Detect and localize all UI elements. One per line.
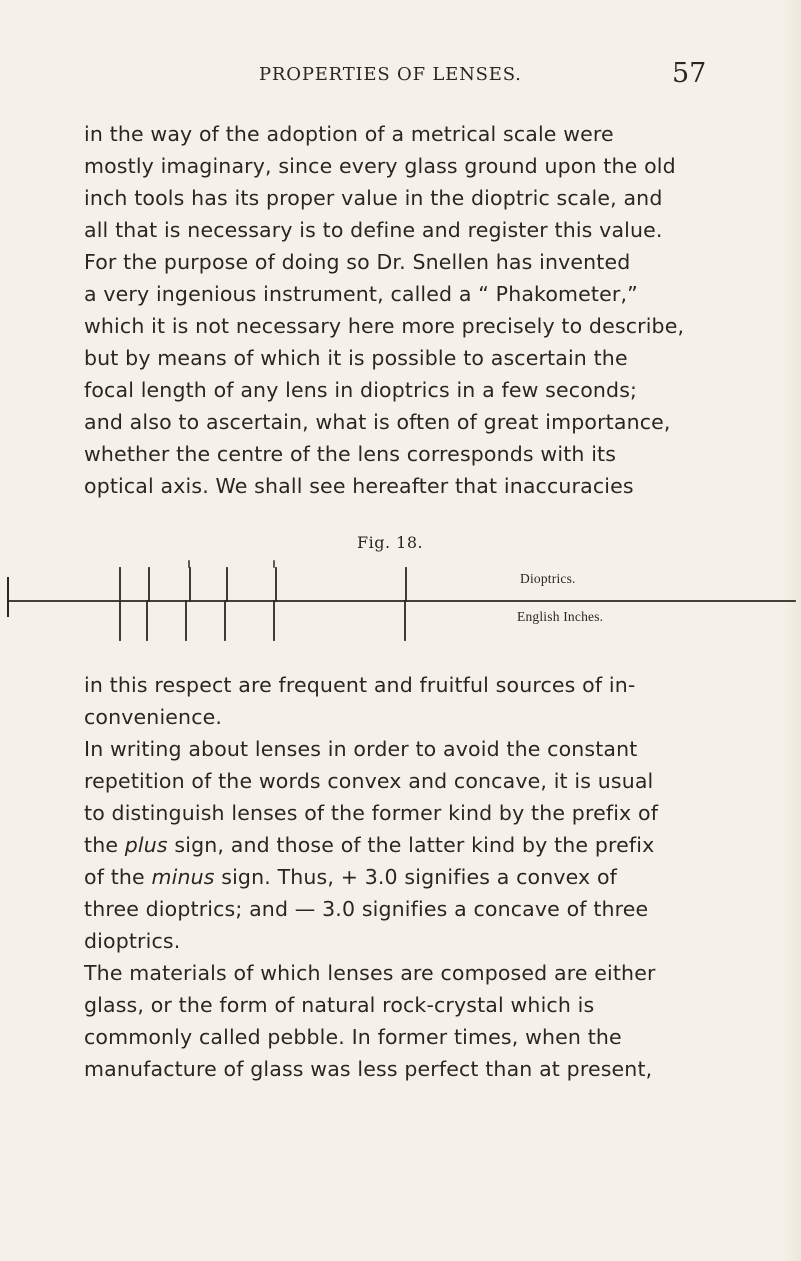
text-line: glass, or the form of natural rock-crystal which is (84, 993, 595, 1017)
text-line: optical axis. We shall see hereafter that inaccuracies (84, 474, 634, 498)
figure-caption: Fig. 18. (357, 533, 424, 552)
paragraph-lenses-sign-convention (84, 733, 724, 957)
text-segment: the (84, 833, 125, 857)
english-inches-scale-label: English Inches. (517, 609, 604, 624)
paragraph-continuation (84, 118, 724, 502)
upper-text-block (84, 118, 724, 502)
text-line: convenience. (84, 705, 223, 729)
paragraph-fragment (84, 669, 724, 733)
text-line: and also to ascertain, what is often of great importance, (84, 410, 671, 434)
figure-18 (0, 528, 801, 658)
text-line: three dioptrics; and — 3.0 signifies a concave of three (84, 897, 649, 921)
text-line: all that is necessary is to define and register this value. (84, 218, 663, 242)
running-head: PROPERTIES OF LENSES. (259, 64, 522, 85)
text-line: focal length of any lens in dioptrics in a few seconds; (84, 378, 638, 402)
italic-word: minus (151, 865, 215, 889)
text-line: in this respect are frequent and fruitful sources of in- (84, 673, 636, 697)
text-line: For the purpose of doing so Dr. Snellen has invented (84, 250, 631, 274)
text-line (84, 861, 724, 893)
lower-text-block (84, 669, 724, 1085)
text-line: to distinguish lenses of the former kind by the prefix of (84, 801, 659, 825)
text-segment: of the (84, 865, 152, 889)
text-line: commonly called pebble. In former times, when the (84, 1025, 622, 1049)
text-line (84, 829, 724, 861)
text-line: dioptrics. (84, 929, 181, 953)
text-line: manufacture of glass was less perfect than at present, (84, 1057, 653, 1081)
text-line: a very ingenious instrument, called a “ Phakometer,” (84, 282, 638, 306)
scale-diagram (0, 528, 801, 658)
italic-word: plus (124, 833, 168, 857)
text-line: repetition of the words convex and concave, it is usual (84, 769, 654, 793)
text-line: mostly imaginary, since every glass ground upon the old (84, 154, 676, 178)
text-line: In writing about lenses in order to avoid the constant (84, 737, 638, 761)
page-number: 57 (672, 58, 707, 89)
text-line: in the way of the adoption of a metrical scale were (84, 122, 614, 146)
text-line: which it is not necessary here more precisely to describe, (84, 314, 685, 338)
text-line: but by means of which it is possible to ascertain the (84, 346, 628, 370)
text-segment: sign. Thus, + 3.0 signifies a convex of (214, 865, 618, 889)
text-line: whether the centre of the lens corresponds with its (84, 442, 617, 466)
page-header (0, 60, 801, 96)
paragraph-lens-materials (84, 957, 724, 1085)
text-line: inch tools has its proper value in the dioptric scale, and (84, 186, 663, 210)
text-line: The materials of which lenses are composed are either (84, 961, 656, 985)
text-segment: sign, and those of the latter kind by the prefix (167, 833, 655, 857)
dioptrics-scale-label: Dioptrics. (520, 571, 576, 586)
